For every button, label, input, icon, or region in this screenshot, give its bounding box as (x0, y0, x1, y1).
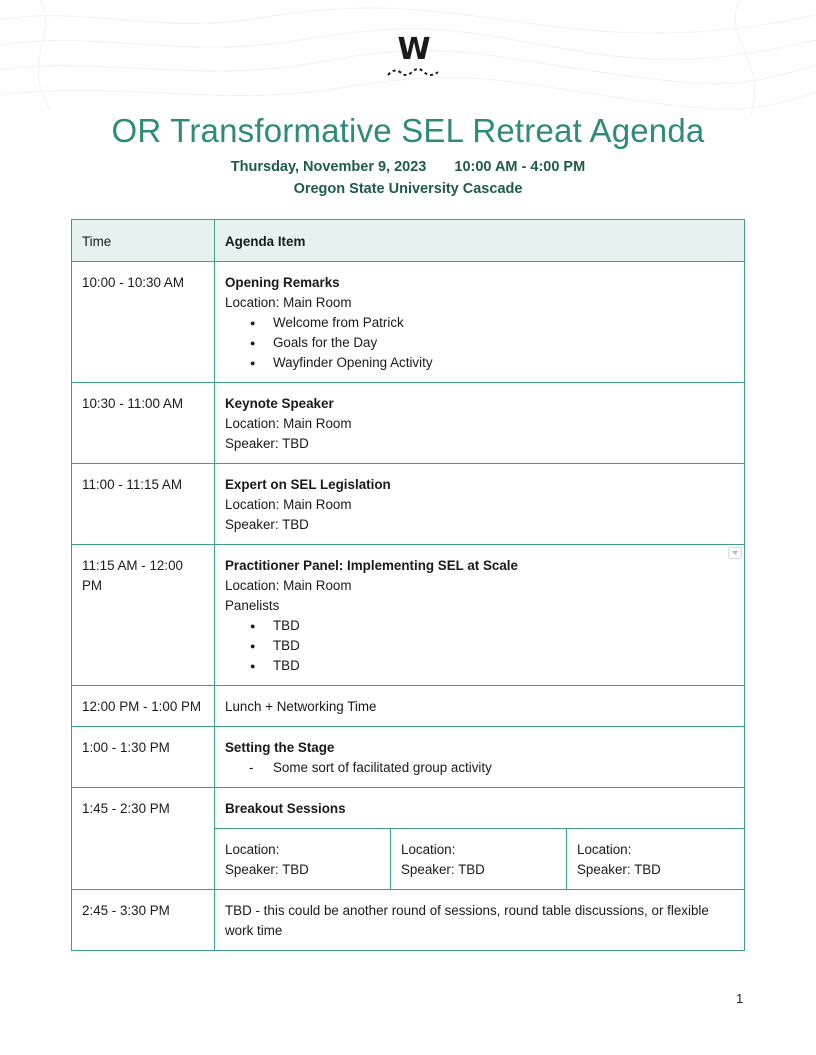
row-item: Lunch + Networking Time (215, 686, 745, 727)
list-item: ● Goals for the Day (225, 333, 734, 353)
table-row (72, 890, 745, 951)
row-time: 11:15 AM - 12:00 PM (72, 545, 215, 686)
row-time: 11:00 - 11:15 AM (72, 464, 215, 545)
session-speaker: Speaker: TBD (225, 862, 309, 877)
table-row (72, 545, 745, 686)
item-location: Location: Main Room (225, 416, 352, 431)
item-bullet-list (225, 616, 734, 676)
list-item: ● TBD (225, 656, 734, 676)
wayfinder-logo (384, 32, 444, 82)
session-speaker: Speaker: TBD (401, 862, 485, 877)
list-item: ● TBD (225, 636, 734, 656)
row-time: 10:30 - 11:00 AM (72, 383, 215, 464)
row-time: 12:00 PM - 1:00 PM (72, 686, 215, 727)
table-row (72, 383, 745, 464)
svg-text:W: W (397, 32, 431, 67)
row-item (215, 262, 745, 383)
table-row (72, 686, 745, 727)
item-location: Location: Main Room (225, 295, 352, 310)
table-row (72, 788, 745, 829)
agenda-table (71, 219, 745, 951)
table-header-row (72, 220, 745, 262)
row-item (215, 727, 745, 788)
row-time: 2:45 - 3:30 PM (72, 890, 215, 951)
header-agenda-item: Agenda Item (215, 220, 745, 262)
list-item: - Some sort of facilitated group activity (225, 758, 734, 778)
row-time: 10:00 - 10:30 AM (72, 262, 215, 383)
session-speaker: Speaker: TBD (577, 862, 661, 877)
row-item: TBD - this could be another round of sessions, round table discussions, or flexible work time (215, 890, 745, 951)
cell-dropdown-icon[interactable] (728, 547, 742, 559)
row-item (215, 464, 745, 545)
table-row (72, 727, 745, 788)
row-time: 1:45 - 2:30 PM (72, 788, 215, 890)
breakout-session-cell (215, 829, 391, 890)
event-time: 10:00 AM - 4:00 PM (454, 159, 586, 175)
table-row (72, 262, 745, 383)
session-location: Location: (401, 842, 456, 857)
session-location: Location: (225, 842, 280, 857)
list-item: ● Wayfinder Opening Activity (225, 353, 734, 373)
item-title: Expert on SEL Legislation (225, 477, 391, 492)
item-location: Location: Main Room (225, 497, 352, 512)
item-panelists-label: Panelists (225, 598, 280, 613)
event-date: Thursday, November 9, 2023 (230, 159, 427, 175)
item-title: Opening Remarks (225, 275, 340, 290)
item-speaker: Speaker: TBD (225, 517, 309, 532)
row-time: 1:00 - 1:30 PM (72, 727, 215, 788)
row-item (215, 383, 745, 464)
item-bullet-list (225, 313, 734, 373)
event-date-time (0, 159, 816, 175)
list-item: ● Welcome from Patrick (225, 313, 734, 333)
breakout-session-cell (391, 829, 567, 890)
item-title: Practitioner Panel: Implementing SEL at Scale (225, 558, 518, 573)
item-location: Location: Main Room (225, 578, 352, 593)
table-row (72, 464, 745, 545)
list-item: ● TBD (225, 616, 734, 636)
item-dash-list (225, 758, 734, 778)
row-item (215, 788, 745, 829)
item-title: Setting the Stage (225, 740, 335, 755)
event-venue: Oregon State University Cascade (293, 181, 523, 197)
breakout-session-cell (567, 829, 745, 890)
header-time: Time (72, 220, 215, 262)
session-location: Location: (577, 842, 632, 857)
page-number: 1 (736, 991, 744, 1006)
item-speaker: Speaker: TBD (225, 436, 309, 451)
page-title: OR Transformative SEL Retreat Agenda (111, 112, 705, 149)
row-item (215, 545, 745, 686)
item-title: Breakout Sessions (225, 801, 346, 816)
item-title: Keynote Speaker (225, 396, 334, 411)
